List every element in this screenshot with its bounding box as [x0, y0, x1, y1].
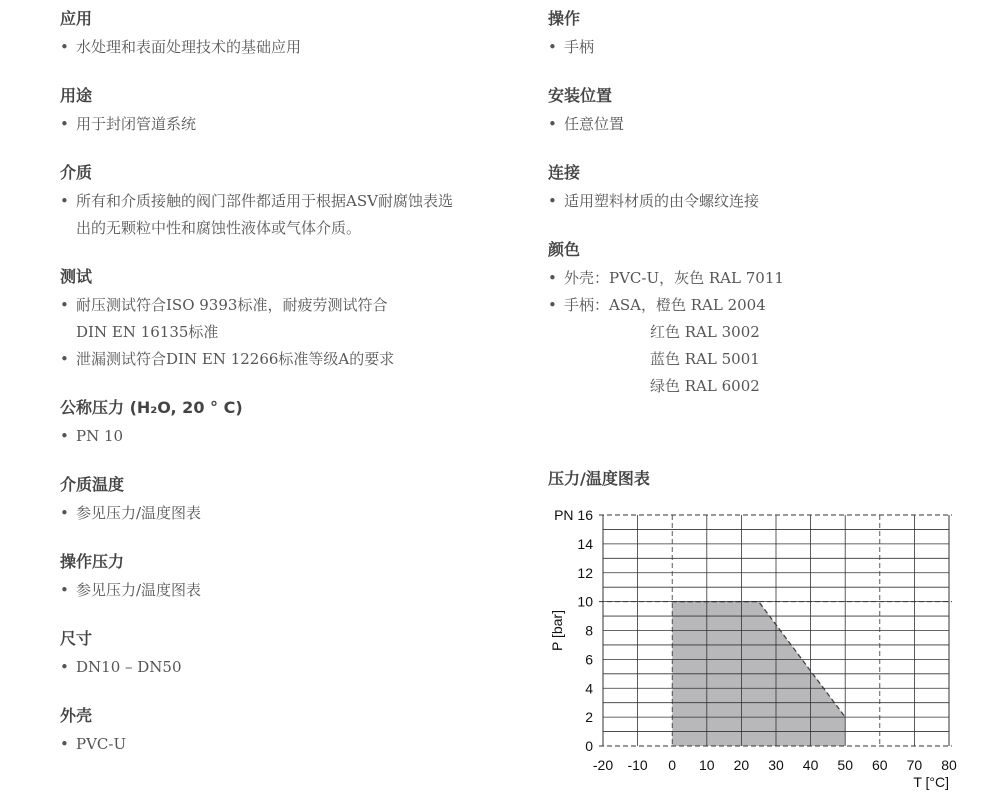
list-item-line: 出的无颗粒中性和腐蚀性液体或气体介质。: [76, 219, 362, 237]
section-title: 操作: [548, 9, 581, 28]
list-item: [60, 34, 530, 61]
y-tick-label: 4: [585, 680, 593, 697]
x-tick-label: 0: [668, 757, 677, 773]
list-item-line: • PN 10: [76, 427, 124, 445]
y-tick-label: 0: [585, 738, 593, 754]
section-title: 介质温度: [60, 475, 125, 494]
list-item: [60, 292, 530, 346]
list-item-line: • 所有和介质接触的阀门部件都适用于根据ASV耐腐蚀表选: [76, 192, 453, 210]
list-item: • 外壳：PVC-U，灰色 RAL 7011: [548, 265, 968, 292]
section-title: 应用: [60, 9, 93, 28]
section-mounting: [548, 85, 968, 138]
list-item-line: • PVC-U: [76, 735, 127, 753]
section: [60, 705, 530, 758]
section: [60, 474, 530, 527]
x-tick-label: 50: [837, 757, 853, 773]
x-tick-label: 40: [802, 757, 819, 773]
list-item: [60, 731, 530, 758]
list-item: [60, 111, 530, 138]
section-title: 介质: [60, 163, 93, 182]
x-tick-label: 60: [872, 757, 888, 773]
list-item: • 任意位置: [548, 111, 968, 138]
left-column: [60, 8, 530, 782]
list-item: [548, 292, 968, 400]
list-item: [60, 346, 530, 373]
pressure-temperature-chart: [540, 495, 960, 795]
list-item: • 适用塑料材质的由令螺纹连接: [548, 188, 968, 215]
section-title: 外壳: [60, 706, 93, 725]
list-item: [60, 188, 530, 242]
section-connection: [548, 162, 968, 215]
handle-color-line: 红色 RAL 3002: [650, 323, 760, 341]
list-item-line: DIN EN 16135标准: [76, 323, 219, 341]
x-tick-label: 70: [906, 757, 923, 773]
y-tick-label: 14: [577, 535, 593, 552]
list-item-line: • 耐压测试符合ISO 9393标准，耐疲劳测试符合: [76, 296, 388, 314]
x-tick-label: 10: [699, 757, 715, 773]
section-operation: [548, 8, 968, 61]
section-title: 安装位置: [548, 86, 613, 105]
section-title: 测试: [60, 267, 93, 286]
y-tick-label: 12: [577, 564, 593, 581]
section: [60, 266, 530, 373]
section-title: 公称压力 (H₂O, 20 ° C): [60, 398, 243, 417]
list-item-line: • 参见压力/温度图表: [76, 504, 202, 522]
section-title: 颜色: [548, 240, 581, 259]
list-item: [60, 577, 530, 604]
x-tick-label: 20: [733, 757, 750, 773]
y-tick-label: 10: [577, 593, 593, 610]
section-title: 操作压力: [60, 552, 125, 571]
handle-color-line: • 手柄：ASA，橙色 RAL 2004: [564, 296, 766, 314]
x-tick-label: -20: [592, 757, 614, 773]
section: [60, 628, 530, 681]
x-tick-label: -10: [627, 757, 648, 773]
x-axis-label: T [°C]: [913, 774, 949, 790]
list-item-line: • DN10 – DN50: [76, 658, 182, 676]
section-title: 用途: [60, 86, 93, 105]
list-item-line: • 参见压力/温度图表: [76, 581, 202, 599]
list-item-line: • 水处理和表面处理技术的基础应用: [76, 38, 302, 56]
list-item-line: • 泄漏测试符合DIN EN 12266标准等级A的要求: [76, 350, 395, 368]
right-column: [548, 8, 968, 424]
list-item: • 手柄: [548, 34, 968, 61]
section: [60, 551, 530, 604]
chart-title: 压力/温度图表: [548, 469, 650, 488]
list-item-line: • 用于封闭管道系统: [76, 115, 197, 133]
y-tick-label: 2: [585, 709, 593, 726]
x-tick-label: 80: [941, 757, 957, 773]
y-tick-label: PN 16: [554, 507, 593, 523]
section: [60, 85, 530, 138]
y-tick-label: 6: [585, 651, 593, 668]
section: [60, 162, 530, 242]
y-tick-label: 8: [585, 622, 593, 639]
section-title: 尺寸: [60, 629, 93, 648]
list-item: [60, 654, 530, 681]
section: [60, 397, 530, 450]
list-item: [60, 500, 530, 527]
list-item: [60, 423, 530, 450]
section-color: [548, 239, 968, 400]
handle-color-line: 绿色 RAL 6002: [650, 377, 760, 395]
section: [60, 8, 530, 61]
section-title: 连接: [548, 163, 581, 182]
x-tick-label: 30: [768, 757, 784, 773]
handle-color-line: 蓝色 RAL 5001: [650, 350, 760, 368]
y-axis-label: P [bar]: [549, 610, 565, 651]
